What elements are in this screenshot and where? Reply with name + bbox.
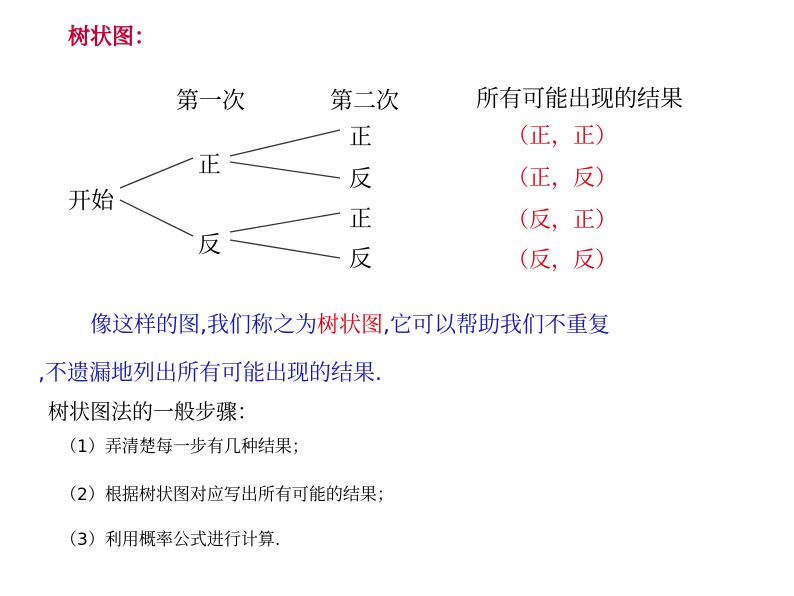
branch-root-to-heads — [120, 158, 193, 188]
tree-node-second-tails-2: 反 — [349, 246, 372, 272]
tree-node-first-heads: 正 — [198, 152, 221, 178]
description-part-1: 像这样的图,我们称之为 — [90, 313, 317, 338]
step-item-1: （1）弄清楚每一步有几种结果； — [60, 437, 309, 457]
step-item-3: （3）利用概率公式进行计算. — [60, 530, 281, 550]
tree-root: 开始 — [68, 188, 114, 214]
step-item-2: （2）根据树状图对应写出所有可能的结果； — [60, 485, 394, 505]
result-tails-heads: （反，正） — [507, 208, 618, 233]
tree-node-first-tails: 反 — [198, 232, 221, 258]
tree-node-second-heads-1: 正 — [349, 124, 372, 150]
header-first-draw: 第一次 — [176, 88, 245, 114]
tree-node-second-heads-2: 正 — [349, 206, 372, 232]
branch-heads-to-tails — [230, 162, 340, 178]
page-title: 树状图： — [68, 25, 157, 50]
result-tails-tails: （反，反） — [507, 248, 618, 273]
description-line-1 — [90, 308, 610, 339]
branch-heads-to-heads — [230, 130, 340, 156]
branch-tails-to-heads — [230, 213, 340, 232]
header-second-draw: 第二次 — [330, 88, 399, 114]
description-highlight: 树状图 — [317, 313, 384, 338]
branch-tails-to-tails — [230, 240, 340, 258]
tree-node-second-tails-1: 反 — [349, 166, 372, 192]
header-all-results: 所有可能出现的结果 — [476, 86, 683, 112]
result-heads-tails: （正，反） — [507, 166, 618, 191]
description-part-2: ,它可以帮助我们不重复 — [383, 313, 611, 338]
result-heads-heads: （正，正） — [507, 124, 618, 149]
description-line-2: ,不遗漏地列出所有可能出现的结果. — [38, 361, 382, 386]
branch-root-to-tails — [120, 200, 193, 236]
steps-title: 树状图法的一般步骤： — [48, 400, 258, 424]
